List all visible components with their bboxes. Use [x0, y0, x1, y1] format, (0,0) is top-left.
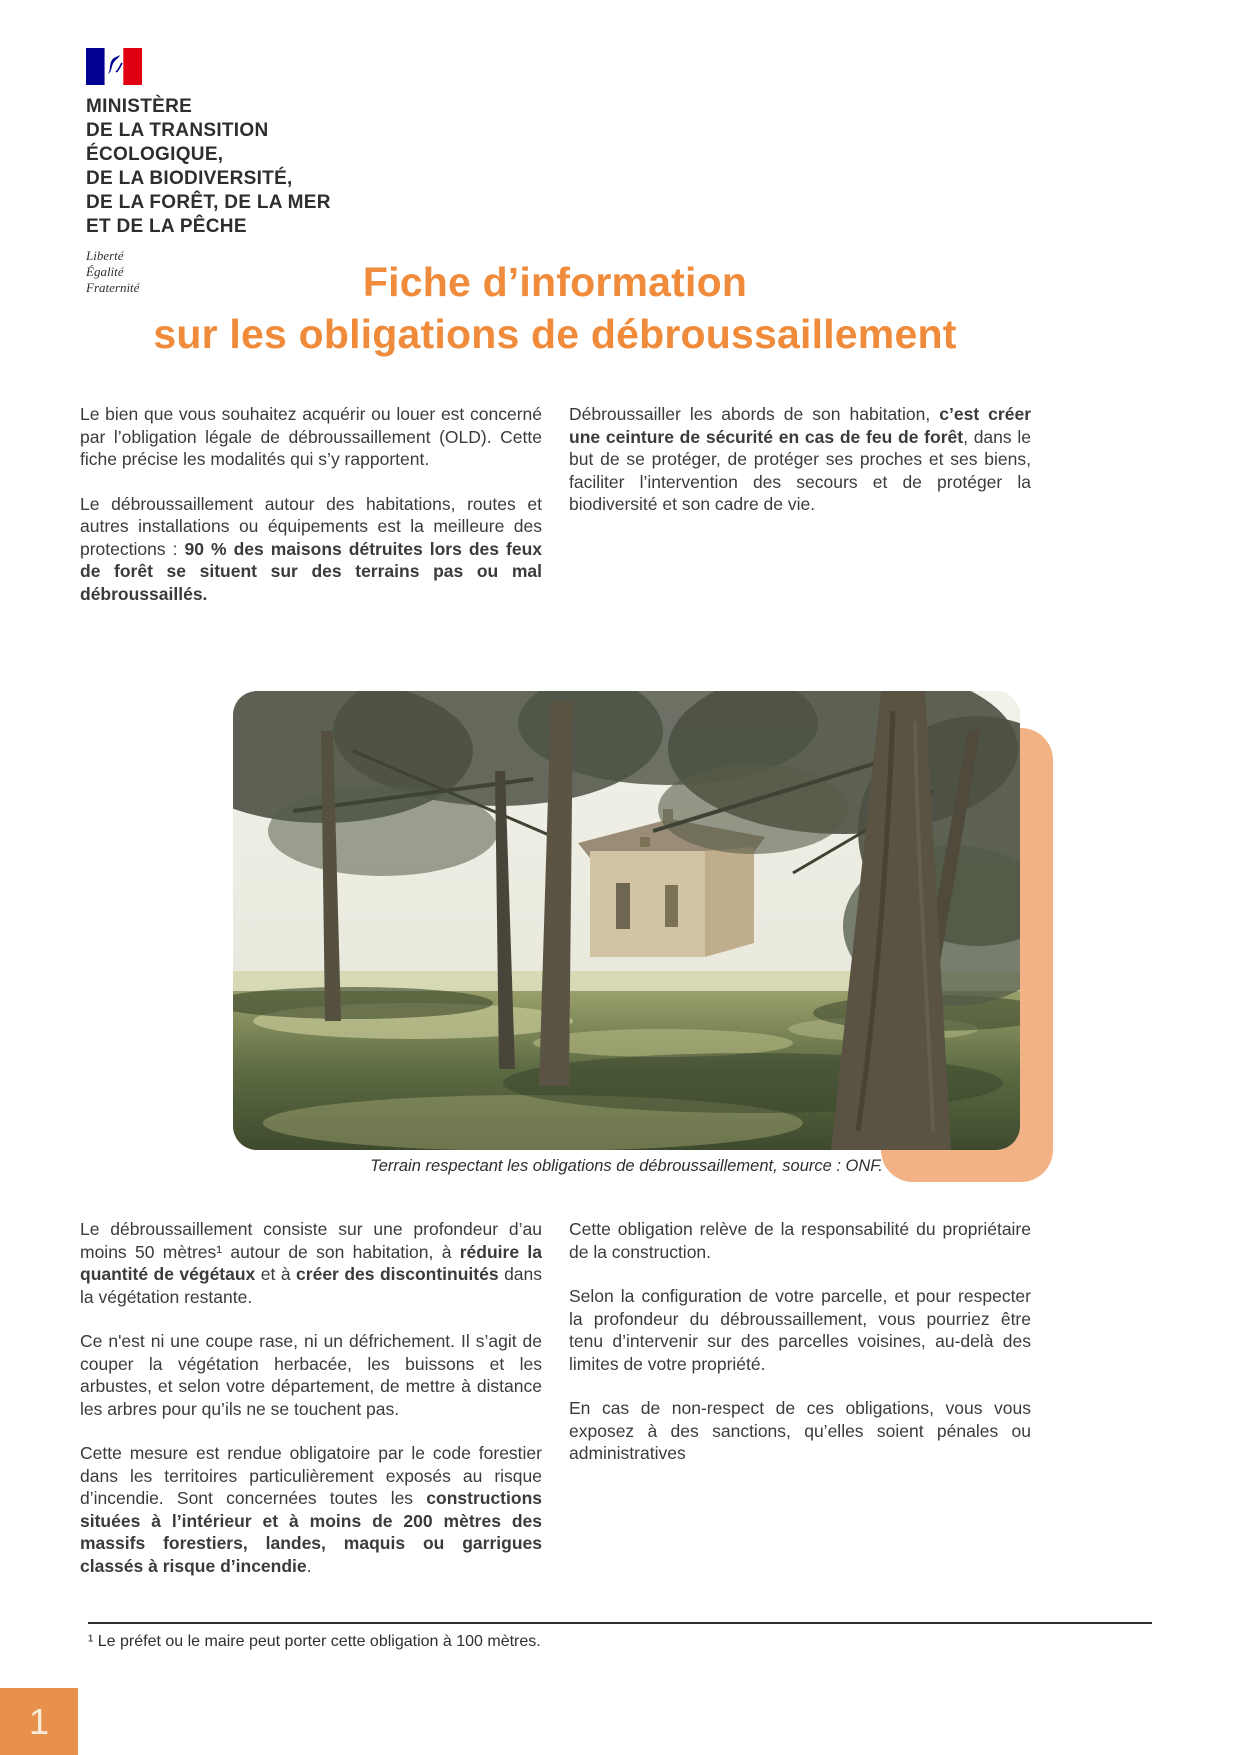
paragraph: Cette mesure est rendue obligatoire par le code forestier dans les territoires particulièrement exposés au risque d’incendie. Sont concernées toutes les constructions situées à l’intérieur et à moins de 200 mètres des massifs forestiers, landes, maquis ou garrigues classés à risque d’incendie.	[80, 1443, 542, 1576]
french-flag-icon	[86, 48, 142, 85]
text-line: Liberté	[86, 248, 124, 263]
text-line: Égalité	[86, 264, 124, 279]
paragraph: En cas de non-respect de ces obligations, vous vous exposez à des sanctions, qu’elles soient pénales ou administratives	[569, 1398, 1031, 1463]
terrain-photo	[233, 691, 1020, 1150]
photo-caption: Terrain respectant les obligations de débroussaillement, source : ONF.	[370, 1157, 883, 1175]
text-line: ET DE LA PÊCHE	[86, 216, 247, 237]
text-line: DE LA TRANSITION	[86, 120, 269, 141]
paragraph: Ce n'est ni une coupe rase, ni un défrichement. Il s’agit de couper la végétation herbacée, les buissons et les arbustes, et selon votre département, de mettre à distance les arbres pour qu’ils ne se touchent pas.	[80, 1331, 542, 1419]
text-line: Fraternité	[86, 280, 140, 295]
paragraph: Le débroussaillement autour des habitations, routes et autres installations ou équipements est la meilleure des protections : 90 % des maisons détruites lors des feux de forêt se situent sur des terrains pas ou mal débroussaillés.	[80, 493, 542, 604]
paragraph: Débroussailler les abords de son habitation, c’est créer une ceinture de sécurité en cas de feu de forêt, dans le but de se protéger, de protéger ses proches et ses biens, faciliter l’intervention des secours et de protéger la biodiversité et son cadre de vie.	[569, 404, 1032, 514]
intro-right-column	[569, 403, 1031, 538]
body-left-column	[80, 1218, 542, 1599]
paragraph: Le débroussaillement consiste sur une profondeur d’au moins 50 mètres¹ autour de son habitation, à réduire la quantité de végétaux et à créer des discontinuités dans la végétation restante.	[80, 1219, 543, 1307]
page-title	[0, 256, 1110, 360]
paragraph: Le bien que vous souhaitez acquérir ou louer est concerné par l’obligation légale de débroussaillement (OLD). Cette fiche précise les modalités qui s’y rapportent.	[80, 404, 542, 469]
footnote-divider	[88, 1622, 1152, 1624]
paragraph: Selon la configuration de votre parcelle, et pour respecter la profondeur du débroussaillement, vous pourriez être tenu d’intervenir sur des parcelles voisines, au-delà des limites de votre propriété.	[569, 1286, 1031, 1374]
text-line: ÉCOLOGIQUE,	[86, 144, 224, 165]
text-line: DE LA FORÊT, DE LA MER	[86, 192, 331, 213]
footnote-text: ¹ Le préfet ou le maire peut porter cette obligation à 100 mètres.	[88, 1633, 541, 1650]
page-title-line-1: Fiche d’information	[362, 259, 748, 305]
text-line: DE LA BIODIVERSITÉ,	[86, 168, 293, 189]
page-number-badge	[0, 1688, 78, 1755]
page-title-line-2: sur les obligations de débroussaillement	[153, 311, 957, 357]
ministry-name	[86, 95, 416, 239]
text-line: MINISTÈRE	[86, 96, 193, 117]
body-right-column	[569, 1218, 1031, 1487]
paragraph: Cette obligation relève de la responsabilité du propriétaire de la construction.	[569, 1219, 1031, 1262]
intro-left-column	[80, 403, 542, 627]
page-number: 1	[28, 1700, 50, 1742]
terrain-photo-illustration	[233, 691, 1020, 1150]
